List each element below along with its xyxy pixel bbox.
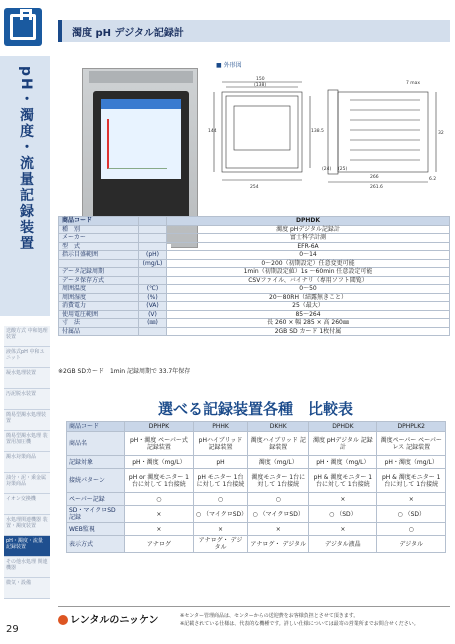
dim-25: (25)	[338, 167, 348, 172]
comparison-cell: 濁度モニター 1台に対して 1台接続	[248, 469, 309, 493]
spec-row	[59, 276, 450, 285]
comparison-cell: ×	[309, 523, 377, 536]
comparison-cell: pH or 濁度モニター 1台に対して 1台接続	[125, 469, 194, 493]
spec-row	[59, 310, 450, 319]
page-title: 濁度 pH デジタル記録計	[72, 28, 184, 39]
side-nav-item[interactable]: 微気・設備	[4, 578, 50, 599]
comparison-header-cell: 商品コード	[67, 422, 125, 432]
side-nav-item[interactable]: 凝水処理装置	[4, 368, 50, 389]
comparison-cell: ×	[125, 523, 194, 536]
comparison-row-label: ペーパー記録	[67, 493, 125, 506]
spec-value: 濁度 pHデジタル記録計	[167, 225, 450, 234]
spec-note: ※2GB SDカード 1min 記録周期で 33.7年保存	[58, 368, 191, 375]
comparison-row	[67, 456, 446, 469]
comparison-cell: pH・濁度（mg/L）	[309, 456, 377, 469]
spec-unit	[139, 327, 167, 336]
spec-value: DPHDK	[167, 217, 450, 226]
comparison-cell: ○	[248, 493, 309, 506]
comparison-cell: ×	[309, 493, 377, 506]
side-nav-item[interactable]: その他水処理 関連機器	[4, 557, 50, 578]
dim-261-6: 261.6	[370, 185, 383, 190]
spec-label: 周囲湿度	[59, 293, 139, 302]
spec-value: 長 260 × 幅 285 × 高 260㎜	[167, 319, 450, 328]
spec-row	[59, 259, 450, 268]
front-view-window	[234, 106, 290, 150]
comparison-title: 選べる記録装置各種 比較表	[158, 400, 354, 418]
spec-label: 消費電力	[59, 302, 139, 311]
dim-254: 254	[250, 185, 259, 190]
comparison-row	[67, 523, 446, 536]
dim-138-top: (138)	[254, 83, 267, 88]
footer-note-1: ※センター管理商品は、センターからの送迎費をお客様負担とさせて頂きます。	[180, 613, 359, 619]
spec-unit: (℃)	[139, 285, 167, 294]
side-nav-item[interactable]: 濁水対策商品	[4, 452, 50, 473]
spec-unit	[139, 276, 167, 285]
spec-value: EFR-6A	[167, 242, 450, 251]
comparison-header-cell: DPHPK	[125, 422, 194, 432]
side-nav-item[interactable]: 送酸方式 中和処理装置	[4, 326, 50, 347]
comparison-row-label: SD・マイクロSD 記録	[67, 506, 125, 523]
side-nav-item[interactable]: 油分・泥・乗金属 対策商品	[4, 473, 50, 494]
side-nav-item[interactable]: 簡易型濁水処理 装置用加圧機	[4, 431, 50, 452]
comparison-cell: 濁度ペーパー ペーパーレス 記録装置	[377, 432, 446, 456]
spec-label: データ保存方式	[59, 276, 139, 285]
side-nav-item[interactable]: イオン交換機	[4, 494, 50, 515]
spec-row	[59, 217, 450, 226]
spec-label: 使用電圧範囲	[59, 310, 139, 319]
comparison-cell: pH モニター 1台に対して 1台接続	[193, 469, 247, 493]
spec-row	[59, 251, 450, 260]
dim-7max: 7 max	[406, 81, 421, 86]
spec-row	[59, 293, 450, 302]
comparison-cell: アナログ・ デジタル	[248, 536, 309, 553]
spec-value: 85〜264	[167, 310, 450, 319]
comparison-cell: pH & 濁度モニター 1台に対して 1台接続	[377, 469, 446, 493]
dim-24: (24)	[322, 167, 332, 172]
spec-unit	[139, 217, 167, 226]
spec-label: 周囲温度	[59, 285, 139, 294]
footer-divider	[58, 606, 450, 607]
spec-value: 0〜200（初期設定）任意変更可能	[167, 259, 450, 268]
spec-row	[59, 285, 450, 294]
comparison-cell: ×	[377, 493, 446, 506]
spec-value: 0〜50	[167, 285, 450, 294]
comparison-cell: pH・濁度 ペーパー式 記録装置	[125, 432, 194, 456]
comparison-header-cell: DPHDK	[309, 422, 377, 432]
comparison-cell: アナログ・ デジタル	[193, 536, 247, 553]
spec-unit: (V)	[139, 310, 167, 319]
front-view-inner	[226, 96, 298, 168]
brand-mark-icon	[58, 615, 68, 625]
spec-row	[59, 268, 450, 277]
spec-unit	[139, 225, 167, 234]
comparison-cell: ○ （SD）	[309, 506, 377, 523]
spec-unit	[139, 268, 167, 277]
spec-row	[59, 327, 450, 336]
spec-row	[59, 225, 450, 234]
side-view-bezel	[328, 90, 338, 174]
comparison-header-cell: DPHPLK2	[377, 422, 446, 432]
spec-value: 25（最大）	[167, 302, 450, 311]
spec-value: 1min（初期設定値）1s 〜60min 任意設定可能	[167, 268, 450, 277]
spec-label: 商品コード	[59, 217, 139, 226]
comparison-cell: pH・濁度（mg/L）	[125, 456, 194, 469]
outline-drawing	[210, 70, 450, 190]
recorder-screen	[93, 91, 189, 219]
spec-unit	[139, 242, 167, 251]
comparison-header-cell: DKHK	[248, 422, 309, 432]
comparison-cell: pH	[193, 456, 247, 469]
comparison-cell: ×	[248, 523, 309, 536]
spec-unit: (mg/L)	[139, 259, 167, 268]
spec-unit	[139, 234, 167, 243]
comparison-cell: pH・濁度（mg/L）	[377, 456, 446, 469]
spec-value: 0〜14	[167, 251, 450, 260]
dim-266: 266	[370, 175, 379, 180]
spec-row	[59, 234, 450, 243]
spec-unit: (%)	[139, 293, 167, 302]
comparison-cell: ×	[193, 523, 247, 536]
dim-32: 32	[438, 131, 444, 136]
comparison-row-label: WEB監視	[67, 523, 125, 536]
spec-row	[59, 319, 450, 328]
spec-unit: (VA)	[139, 302, 167, 311]
comparison-row	[67, 493, 446, 506]
comparison-row	[67, 469, 446, 493]
comparison-cell: ○ （マイクロSD）	[248, 506, 309, 523]
comparison-cell: ○	[377, 523, 446, 536]
page-number: 29	[6, 624, 19, 635]
spec-unit: (㎜)	[139, 319, 167, 328]
spec-label: データ記録周期	[59, 268, 139, 277]
section-title-bar	[58, 20, 450, 42]
spec-value: 富士科学計測	[167, 234, 450, 243]
spec-value: 20〜80RH（結露無きこと）	[167, 293, 450, 302]
comparison-cell: デジタル液晶	[309, 536, 377, 553]
comparison-cell: pH & 濁度モニター 1台に対して 1台接続	[309, 469, 377, 493]
comparison-row-label: 記録対象	[67, 456, 125, 469]
category-logo-icon	[4, 8, 42, 46]
footer-note-2: ※記載されている仕様は、代表的な機種です。詳しい仕様については最寄の営業所までお問合せください。	[180, 621, 419, 627]
comparison-cell: ○	[193, 493, 247, 506]
comparison-row-label: 商品名	[67, 432, 125, 456]
comparison-row	[67, 506, 446, 523]
comparison-row	[67, 432, 446, 456]
comparison-cell: ○ （マイクロSD）	[193, 506, 247, 523]
comparison-header-row	[67, 422, 446, 432]
spec-unit: (pH)	[139, 251, 167, 260]
comparison-cell: 濁度ハイブリッド 記録装置	[248, 432, 309, 456]
comparison-cell: 濁度 pHデジタル 記録計	[309, 432, 377, 456]
comparison-row	[67, 536, 446, 553]
sidebar	[0, 0, 50, 644]
comparison-table	[66, 421, 446, 553]
spec-label: 付属品	[59, 327, 139, 336]
comparison-cell: ○	[125, 493, 194, 506]
spec-table	[58, 216, 450, 336]
brand-logo	[58, 611, 158, 626]
spec-value: CSVファイル、バイナリ（専用ソフト閲覧）	[167, 276, 450, 285]
side-nav-item[interactable]: 汚泥脱水装置	[4, 389, 50, 410]
comparison-cell: デジタル	[377, 536, 446, 553]
comparison-header-cell: PHHK	[193, 422, 247, 432]
brand-name: レンタルのニッケン	[70, 615, 159, 626]
spec-value: 2GB SD カード 1枚付属	[167, 327, 450, 336]
dim-6-2: 6.2	[429, 177, 437, 182]
comparison-cell: アナログ	[125, 536, 194, 553]
comparison-cell: ×	[125, 506, 194, 523]
dim-138-5: 138.5	[311, 129, 324, 134]
spec-label	[59, 259, 139, 268]
dim-150: 150	[256, 77, 265, 82]
spec-label: 指示目盛範囲	[59, 251, 139, 260]
comparison-cell: ○ （SD）	[377, 506, 446, 523]
dim-144: 144	[208, 129, 217, 134]
side-nav-item[interactable]: 簡易型濁水処理装置	[4, 410, 50, 431]
comparison-cell: 濁度（mg/L）	[248, 456, 309, 469]
category-vertical-title: pH・濁度・流量記録装置	[18, 66, 34, 252]
spec-label: メーカー	[59, 234, 139, 243]
side-nav	[4, 326, 50, 599]
comparison-row-label: 表示方式	[67, 536, 125, 553]
spec-row	[59, 242, 450, 251]
comparison-row-label: 接続パターン	[67, 469, 125, 493]
side-nav-item[interactable]: pH・濁度・流量 記録装置	[4, 536, 50, 557]
figure-caption: ■ 外形図	[216, 62, 242, 69]
comparison-cell: pHハイブリッド 記録装置	[193, 432, 247, 456]
spec-label: 型 式	[59, 242, 139, 251]
side-nav-item[interactable]: 水処理関連機器 装置・濁度装置	[4, 515, 50, 536]
spec-row	[59, 302, 450, 311]
footer-notes	[180, 612, 448, 628]
spec-label: 種 別	[59, 225, 139, 234]
side-nav-item[interactable]: 液体式pH 中和ユニット	[4, 347, 50, 368]
spec-label: 寸 法	[59, 319, 139, 328]
